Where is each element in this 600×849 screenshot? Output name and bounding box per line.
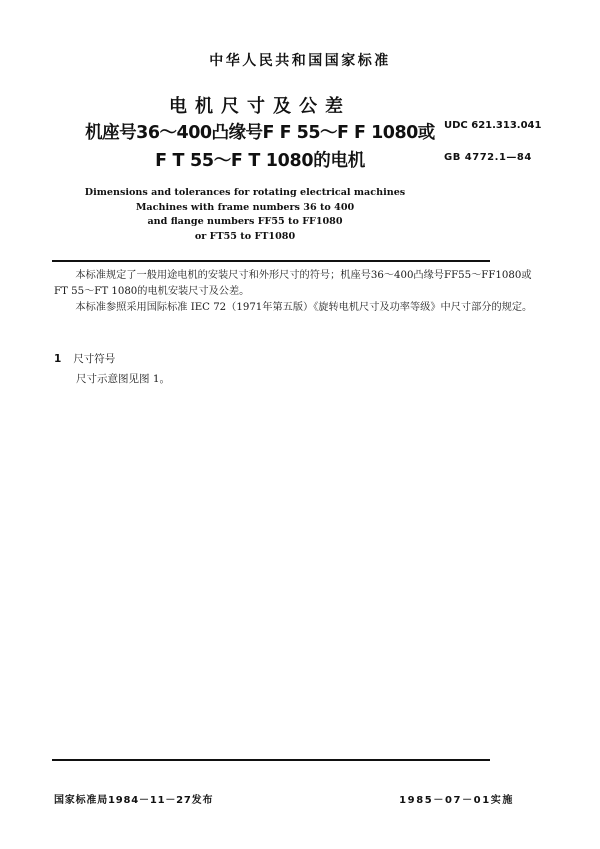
body-text	[54, 268, 544, 316]
section-heading	[54, 351, 115, 366]
title-chinese-line-1: 电机尺寸及公差	[169, 96, 351, 117]
issuing-authority-header: 中华人民共和国国家标准	[209, 53, 391, 69]
section-text: 尺寸示意图见图 1。	[76, 373, 171, 385]
effective-date: 1985－07－01实施	[399, 795, 514, 806]
title-chinese-line-3: F T 55～F T 1080的电机	[155, 151, 365, 171]
paragraph-reference: 本标准参照采用国际标准 IEC 72（1971年第五版）《旋转电机尺寸及功率等级》中尺寸部分的规定。	[75, 302, 533, 313]
english-title-line: and flange numbers FF55 to FF1080	[147, 216, 343, 227]
footer-divider	[52, 759, 490, 761]
english-title-line: Machines with frame numbers 36 to 400	[135, 201, 355, 213]
issue-date: 国家标准局1984－11－27发布	[54, 795, 214, 806]
title-chinese-line-2: 机座号36～400凸缘号F F 55～F F 1080或	[85, 123, 435, 143]
english-title-line: or FT55 to FT1080	[194, 230, 296, 242]
english-title-line: Dimensions and tolerances for rotating electrical machines	[84, 187, 406, 198]
header-divider	[52, 260, 490, 262]
gb-standard-number: GB 4772.1—84	[444, 152, 532, 163]
section-number: 1	[54, 353, 62, 365]
section-title: 尺寸符号	[73, 353, 116, 365]
udc-code: UDC 621.313.041	[444, 120, 542, 131]
paragraph-scope: 本标准规定了一般用途电机的安装尺寸和外形尺寸的符号；机座号36～400凸缘号FF55～FF1080或FT 55～FT 1080的电机安装尺寸及公差。	[54, 270, 532, 297]
english-title	[80, 186, 410, 244]
